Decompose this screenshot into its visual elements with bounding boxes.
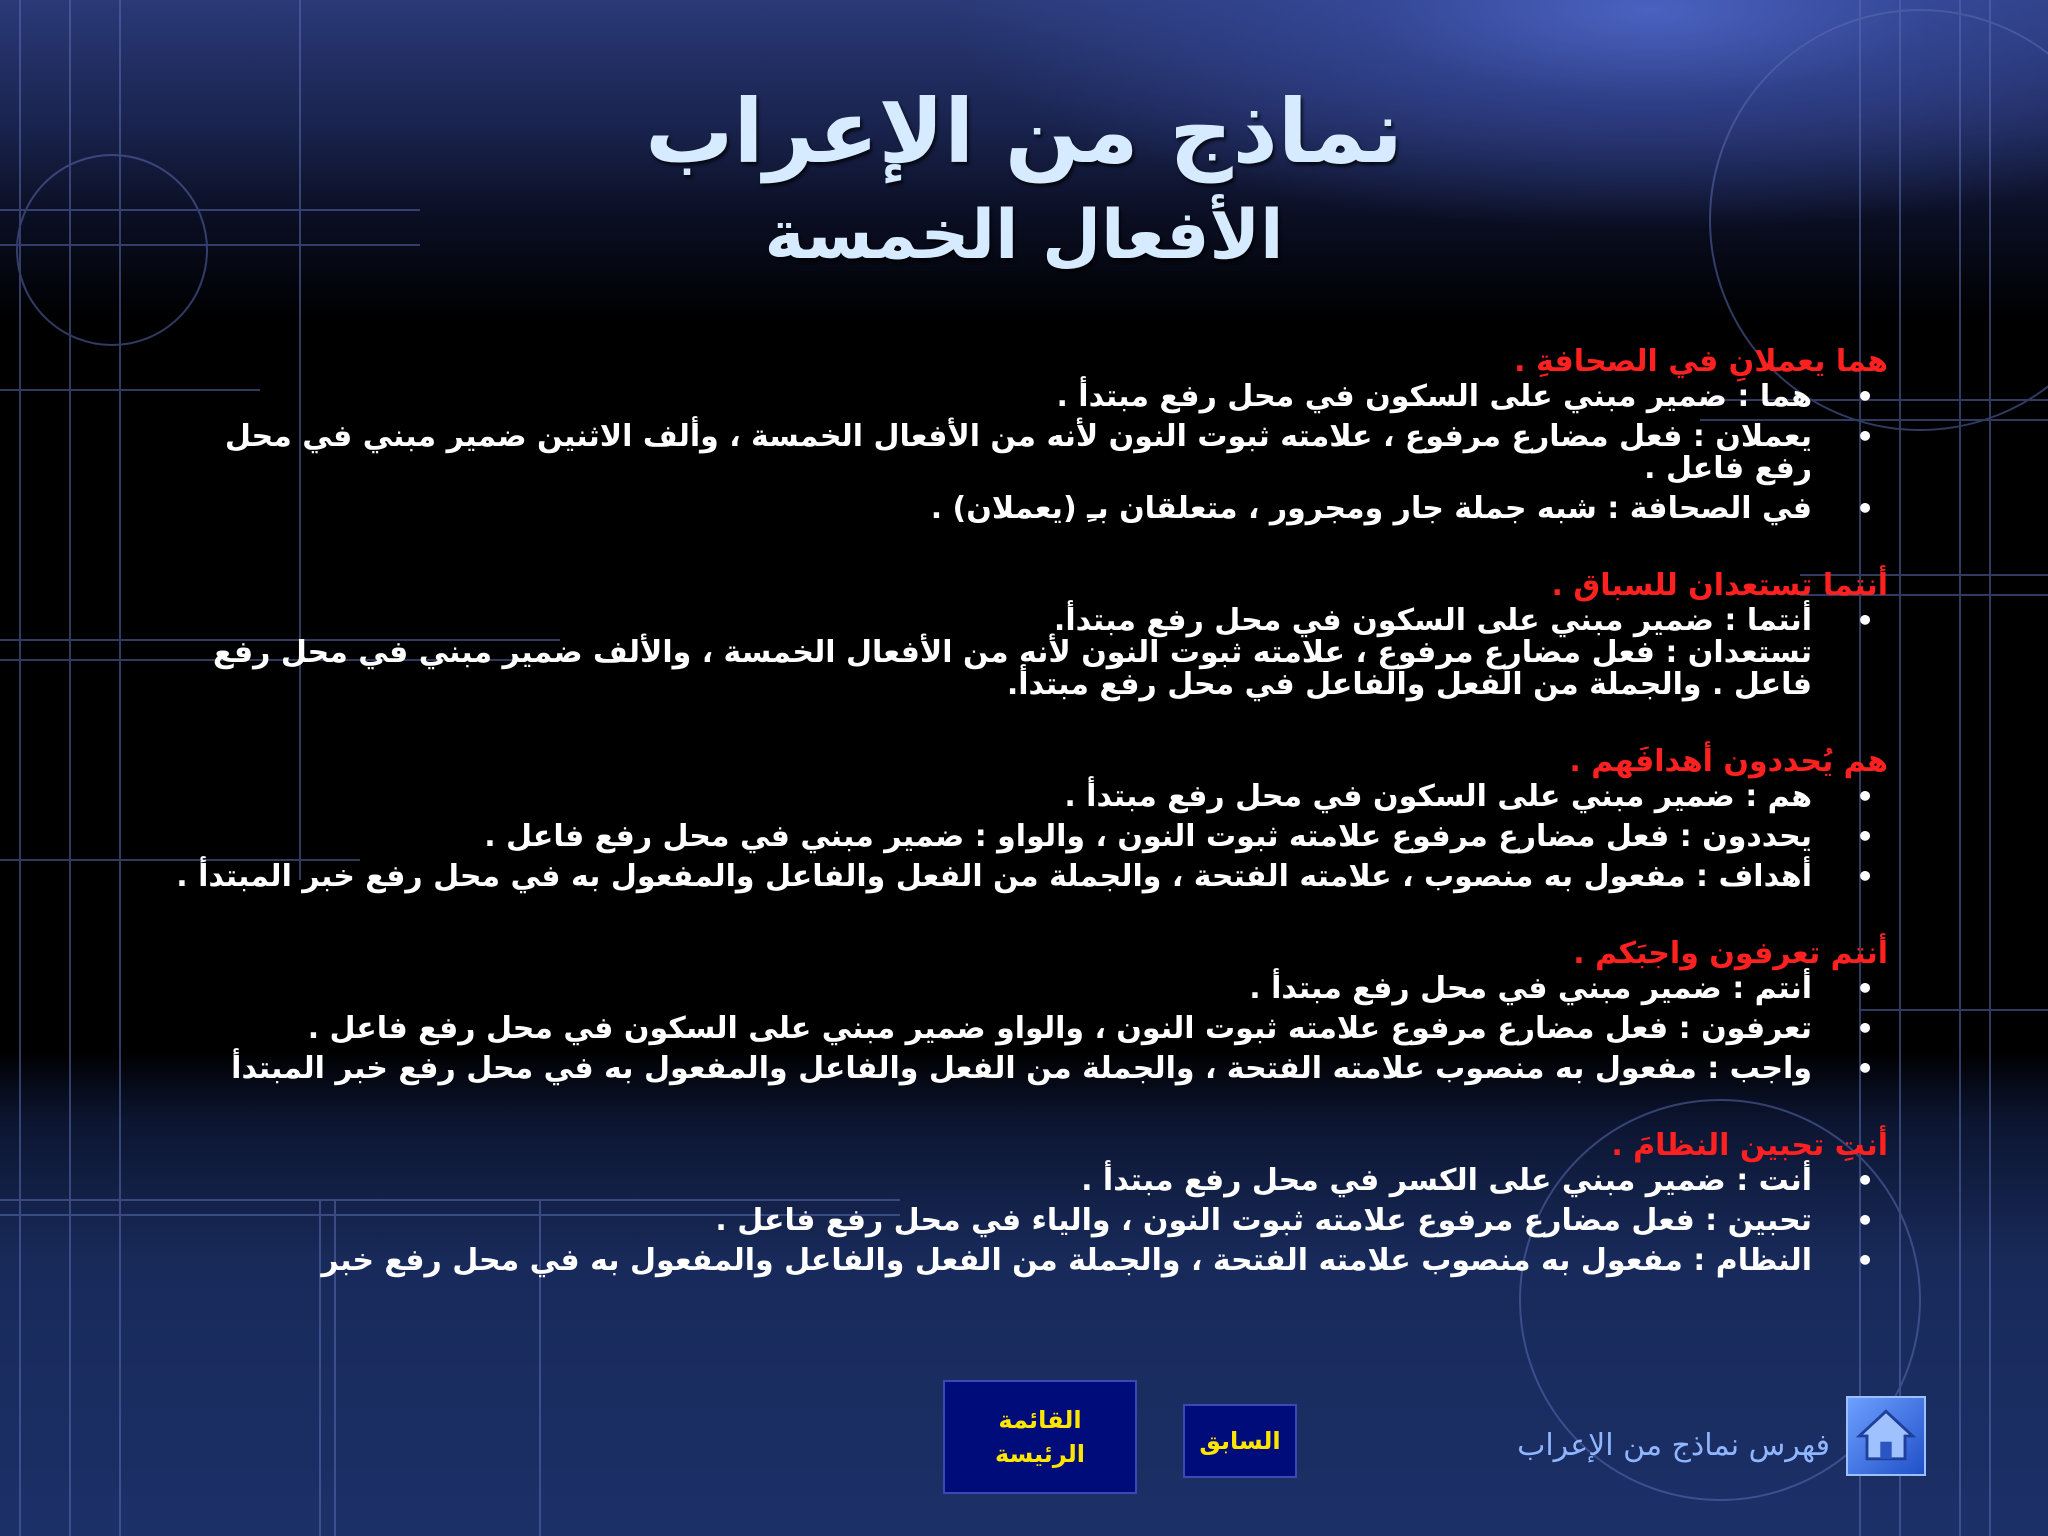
list-item xyxy=(158,605,1888,637)
list-item xyxy=(158,821,1888,853)
bullet-icon: • xyxy=(1856,780,1874,813)
example-heading: أنتما تستعدان للسباق . xyxy=(1551,568,1888,603)
main-menu-label-line1: القائمة xyxy=(998,1406,1082,1434)
index-link[interactable]: فهرس نماذج من الإعراب xyxy=(1517,1428,1830,1463)
list-item xyxy=(158,493,1888,525)
example-heading: أنتِ تحبين النظامَ . xyxy=(1611,1128,1888,1163)
list-item xyxy=(158,421,1888,485)
continuation-text: تستعدان : فعل مضارع مرفوع ، علامته ثبوت النون لأنه من الأفعال الخمسة ، والألف ضمير مبني في محل رفع فاعل . والجملة من الفعل والفاعل في محل رفع مبتدأ. xyxy=(212,635,1812,702)
bullet-icon: • xyxy=(1856,1012,1874,1045)
main-menu-button[interactable] xyxy=(943,1380,1137,1494)
example-section xyxy=(158,345,1888,525)
list-item-text: أنتم : ضمير مبني في محل رفع مبتدأ . xyxy=(1249,971,1812,1006)
list-item-text: هما : ضمير مبني على السكون في محل رفع مبتدأ . xyxy=(1056,379,1812,414)
previous-button-label: السابق xyxy=(1199,1427,1281,1455)
main-menu-label-line2: الرئيسة xyxy=(995,1440,1085,1468)
example-heading: هم يُحددون أهدافَهم . xyxy=(1569,744,1888,779)
list-item-text: واجب : مفعول به منصوب علامته الفتحة ، والجملة من الفعل والفاعل والمفعول به في محل رفع خبر المبتدأ xyxy=(231,1051,1812,1086)
list-item xyxy=(158,1053,1888,1085)
bullet-icon: • xyxy=(1856,860,1874,893)
list-item xyxy=(158,1013,1888,1045)
list-item xyxy=(158,973,1888,1005)
example-section xyxy=(158,1129,1888,1277)
bullet-icon: • xyxy=(1856,492,1874,525)
list-item-text: تعرفون : فعل مضارع مرفوع علامته ثبوت النون ، والواو ضمير مبني على السكون في محل رفع فاعل . xyxy=(307,1011,1812,1046)
bullet-icon: • xyxy=(1856,420,1874,453)
example-section xyxy=(158,569,1888,701)
list-item-text: هم : ضمير مبني على السكون في محل رفع مبتدأ . xyxy=(1064,779,1812,814)
bullet-icon: • xyxy=(1856,380,1874,413)
list-item xyxy=(158,861,1888,893)
page-subtitle: الأفعال الخمسة xyxy=(764,196,1284,275)
list-item xyxy=(158,381,1888,413)
list-item xyxy=(158,1245,1888,1277)
bullet-icon: • xyxy=(1856,820,1874,853)
list-item xyxy=(158,1165,1888,1197)
previous-button[interactable] xyxy=(1183,1404,1297,1478)
home-icon xyxy=(1848,1398,1924,1474)
bullet-icon: • xyxy=(1856,1052,1874,1085)
example-section xyxy=(158,937,1888,1085)
list-item-text: في الصحافة : شبه جملة جار ومجرور ، متعلقان بـِ (يعملان) . xyxy=(930,491,1812,526)
home-button[interactable] xyxy=(1846,1396,1926,1476)
list-item-text: أهداف : مفعول به منصوب ، علامته الفتحة ، والجملة من الفعل والفاعل والمفعول به في محل رفع خبر المبتدأ . xyxy=(176,859,1812,894)
list-item-text: يحددون : فعل مضارع مرفوع علامته ثبوت النون ، والواو : ضمير مبني في محل رفع فاعل . xyxy=(484,819,1812,854)
list-item-text: تحبين : فعل مضارع مرفوع علامته ثبوت النون ، والياء في محل رفع فاعل . xyxy=(715,1203,1812,1238)
bullet-icon: • xyxy=(1856,1164,1874,1197)
bullet-icon: • xyxy=(1856,1244,1874,1277)
example-heading: أنتم تعرفون واجبَكم . xyxy=(1573,936,1888,971)
list-item-text: أنتما : ضمير مبني على السكون في محل رفع مبتدأ. xyxy=(1053,603,1812,638)
list-item xyxy=(158,781,1888,813)
bullet-icon: • xyxy=(1856,972,1874,1005)
list-item-text: النظام : مفعول به منصوب علامته الفتحة ، والجملة من الفعل والفاعل والمفعول به في محل رفع خبر xyxy=(321,1243,1812,1278)
list-item-text: أنت : ضمير مبني على الكسر في محل رفع مبتدأ . xyxy=(1081,1163,1812,1198)
content-area xyxy=(158,345,1888,1321)
example-heading: هما يعملانِ في الصحافةِ . xyxy=(1514,344,1888,379)
bullet-icon: • xyxy=(1856,1204,1874,1237)
bullet-icon: • xyxy=(1856,604,1874,637)
list-item xyxy=(158,1205,1888,1237)
page-title: نماذج من الإعراب xyxy=(645,80,1403,183)
example-section xyxy=(158,745,1888,893)
list-item-text: يعملان : فعل مضارع مرفوع ، علامته ثبوت النون لأنه من الأفعال الخمسة ، وألف الاثنين ضمير مبني في محل رفع فاعل . xyxy=(224,419,1812,486)
